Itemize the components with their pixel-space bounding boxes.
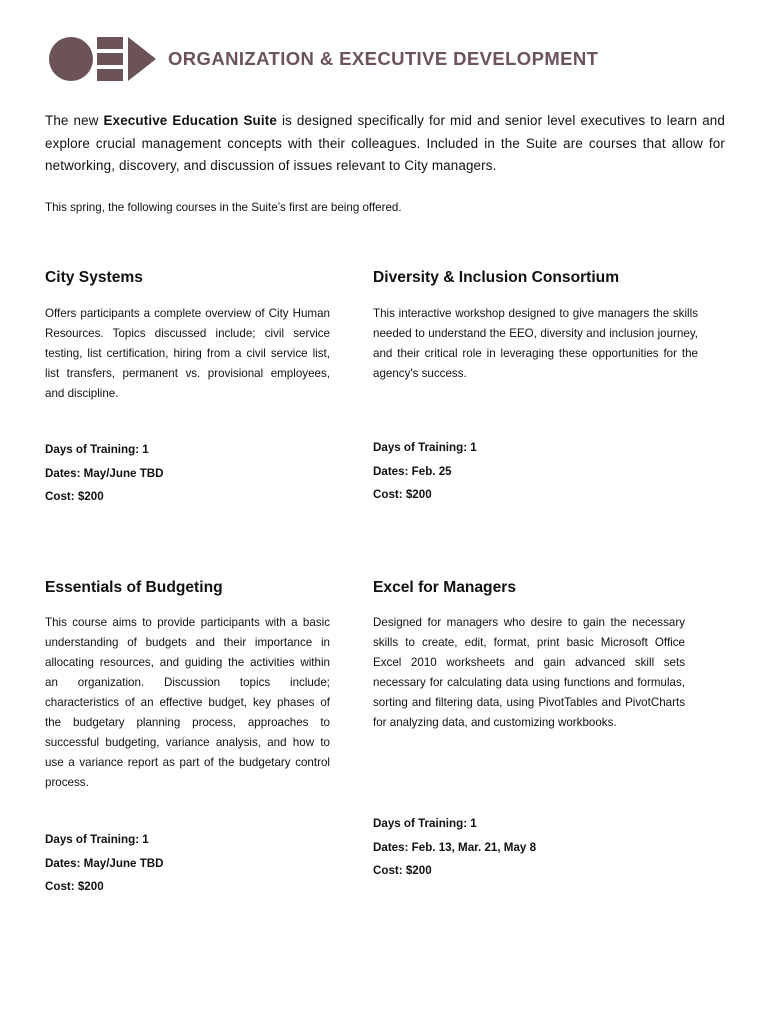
course-cost: Cost: $200	[45, 880, 104, 893]
logo-e-bar-middle	[97, 53, 123, 65]
course-cost: Cost: $200	[45, 490, 104, 503]
days-of-training: Days of Training: 1	[45, 833, 149, 846]
days-of-training: Days of Training: 1	[373, 441, 477, 454]
course-dates: Dates: May/June TBD	[45, 466, 164, 480]
course-title: Diversity & Inclusion Consortium	[373, 269, 620, 286]
course-details	[45, 438, 164, 509]
intro-text-start: The new	[45, 113, 104, 128]
logo-e-bar-bottom	[97, 69, 123, 81]
course-description: Offers participants a complete overview of City Human Resources. Topics discussed include; civil service testing, list certification, hiring from a civil service list, list transfers, permanent vs. provisional employees, and discipline.	[45, 307, 330, 400]
course-details	[373, 436, 477, 507]
logo-e-bar-top	[97, 37, 123, 49]
intro-text-end: is designed specifically for mid and senior level executives to learn and explore crucial management concepts with their colleagues. Included in the Suite are courses that allow for networking, discovery, and discussion of issues relevant to City managers.	[45, 113, 726, 173]
course-essentials-of-budgeting	[45, 578, 330, 893]
course-details	[45, 828, 164, 899]
logo-d-arrow	[128, 37, 156, 81]
course-description: This course aims to provide participants with a basic understanding of budgets and their importance in allocating resources, and guiding the activities within an organization. Discussion topics include; characteristics of an effective budget, key phases of the budgetary planning process, approaches to successful budgeting, variance analysis, and how to use a variance report as part of the budgetary control process.	[45, 616, 330, 789]
course-dates: Dates: May/June TBD	[45, 856, 164, 870]
course-diversity-inclusion	[373, 268, 698, 501]
course-title: Essentials of Budgeting	[45, 579, 223, 596]
days-of-training: Days of Training: 1	[373, 817, 477, 830]
intro-paragraph	[45, 110, 725, 178]
oed-logo	[48, 36, 160, 82]
course-description: This interactive workshop designed to give managers the skills needed to understand the EEO, diversity and inclusion journey, and their critical role in leveraging these opportunities for the agency's success.	[373, 307, 698, 380]
course-title: Excel for Managers	[373, 579, 517, 596]
course-cost: Cost: $200	[373, 864, 432, 877]
course-cost: Cost: $200	[373, 488, 432, 501]
days-of-training: Days of Training: 1	[45, 443, 149, 456]
logo-o-shape	[49, 37, 93, 81]
course-city-systems	[45, 268, 330, 503]
org-title: ORGANIZATION & EXECUTIVE DEVELOPMENT	[168, 48, 599, 69]
suite-name: Executive Education Suite	[103, 113, 277, 128]
course-excel-for-managers	[373, 578, 685, 877]
course-details	[373, 812, 536, 883]
course-title: City Systems	[45, 269, 143, 286]
spring-note: This spring, the following courses in the Suite’s first are being offered.	[45, 201, 402, 214]
course-dates: Dates: Feb. 25	[373, 464, 452, 478]
header	[48, 36, 728, 84]
course-description: Designed for managers who desire to gain the necessary skills to create, edit, format, print basic Microsoft Office Excel 2010 worksheets and gain advanced skill sets necessary for calculating data using functions and formulas, sorting and filtering data, using PivotTables and PivotCharts for analyzing data, and customizing workbooks.	[373, 616, 685, 729]
course-dates: Dates: Feb. 13, Mar. 21, May 8	[373, 840, 537, 854]
